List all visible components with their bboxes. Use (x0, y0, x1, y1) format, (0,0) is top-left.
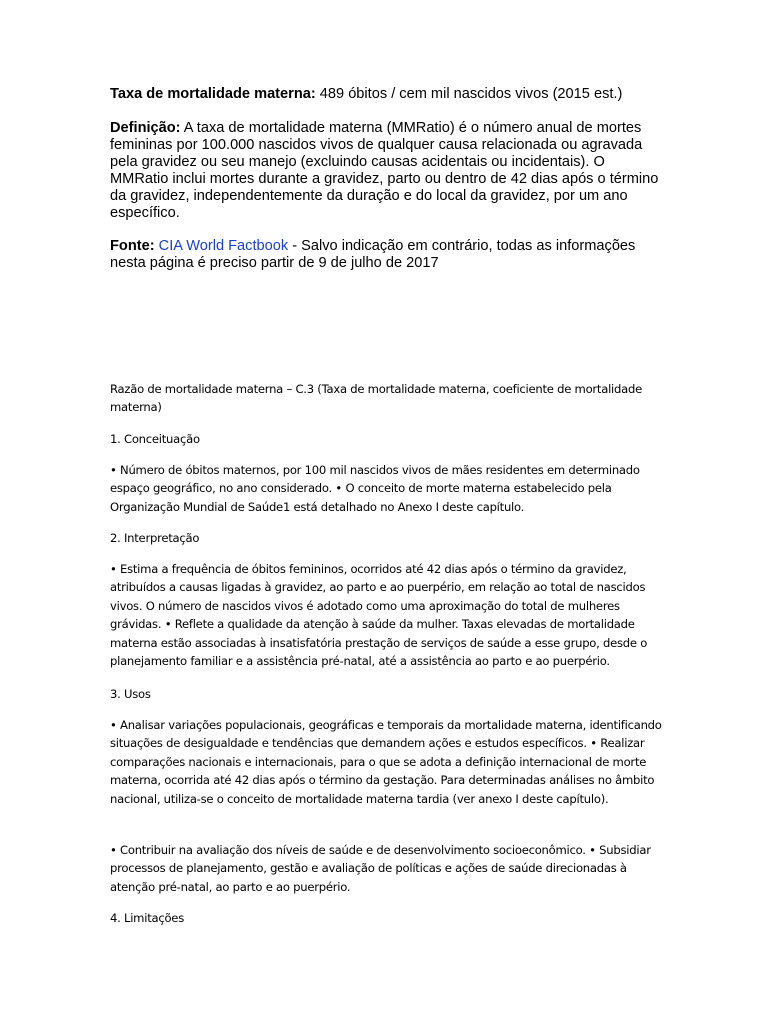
source-text: - Salvo indicação em contrário, todas as informações nesta página é preciso partir de 9 de julho de 2017 (110, 238, 636, 271)
section-heading-interpretacao: 2. Interpretação (110, 531, 200, 545)
section-heading-limitacoes: 4. Limitações (110, 911, 184, 925)
cia-world-factbook-link[interactable]: CIA World Factbook (158, 238, 289, 254)
rate-value: 489 óbitos / cem mil nascidos vivos (2015 est.) (315, 86, 623, 102)
definition-text: A taxa de mortalidade materna (MMRatio) é o número anual de mortes femininas por 100.000 nascidos vivos de qualquer causa relacionada ou agravada pela gravidez ou seu manejo (excluindo causas acidentais ou incidentais). O MMRatio inclui mortes durante a gravidez, parto ou dentro de 42 dias após o término da gravidez, independentemente da duração e do local da gravidez, por um ano específico. (110, 120, 659, 221)
section-text-interpretacao: • Estima a frequência de óbitos femininos, ocorridos até 42 dias após o término da gravidez, atribuídos a causas ligadas à gravidez, ao parto e ao puerpério, em relação ao total de nascidos vivos. O número de nascidos vivos é adotado como uma aproximação do total de mulheres grávidas. • Reflete a qualidade da atenção à saúde da mulher. Taxas elevadas de mortalidade materna estão associadas à insatisfatória prestação de serviços de saúde a esse grupo, desde o planejamento familiar e a assistência pré-natal, até a assistência ao parto e ao puerpério. (110, 562, 648, 669)
definition-paragraph (110, 120, 660, 222)
rate-label: Taxa de mortalidade materna: (110, 86, 316, 102)
section-text-usos-2: • Contribuir na avaliação dos níveis de saúde e de desenvolvimento socioeconômico. • Subsidiar processos de planejamento, gestão e avaliação de políticas e ações de saúde direcionadas à atenção pré-natal, ao parto e ao puerpério. (110, 843, 651, 894)
factbook-section (110, 86, 660, 103)
section-heading-conceituacao: 1. Conceituação (110, 432, 200, 446)
source-paragraph (110, 238, 660, 272)
indicator-title: Razão de mortalidade materna – C.3 (Taxa de mortalidade materna, coeficiente de mortalidade materna) (110, 382, 642, 415)
source-label: Fonte: (110, 238, 155, 254)
section-text-usos-1: • Analisar variações populacionais, geográficas e temporais da mortalidade materna, identificando situações de desigualdade e tendências que demandem ações e estudos específicos. • Realizar comparações nacionais e internacionais, para o que se adota a definição internacional de morte materna, ocorrida até 42 dias após o término da gestação. Para determinadas análises no âmbito nacional, utiliza-se o conceito de mortalidade materna tardia (ver anexo I deste capítulo). (110, 718, 662, 806)
section-text-conceituacao: • Número de óbitos maternos, por 100 mil nascidos vivos de mães residentes em determinado espaço geográfico, no ano considerado. • O conceito de morte materna estabelecido pela Organização Mundial de Saúde1 está detalhado no Anexo I deste capítulo. (110, 463, 640, 514)
section-heading-usos: 3. Usos (110, 687, 151, 701)
definition-label: Definição: (110, 120, 181, 136)
maternal-mortality-rate (110, 86, 660, 103)
